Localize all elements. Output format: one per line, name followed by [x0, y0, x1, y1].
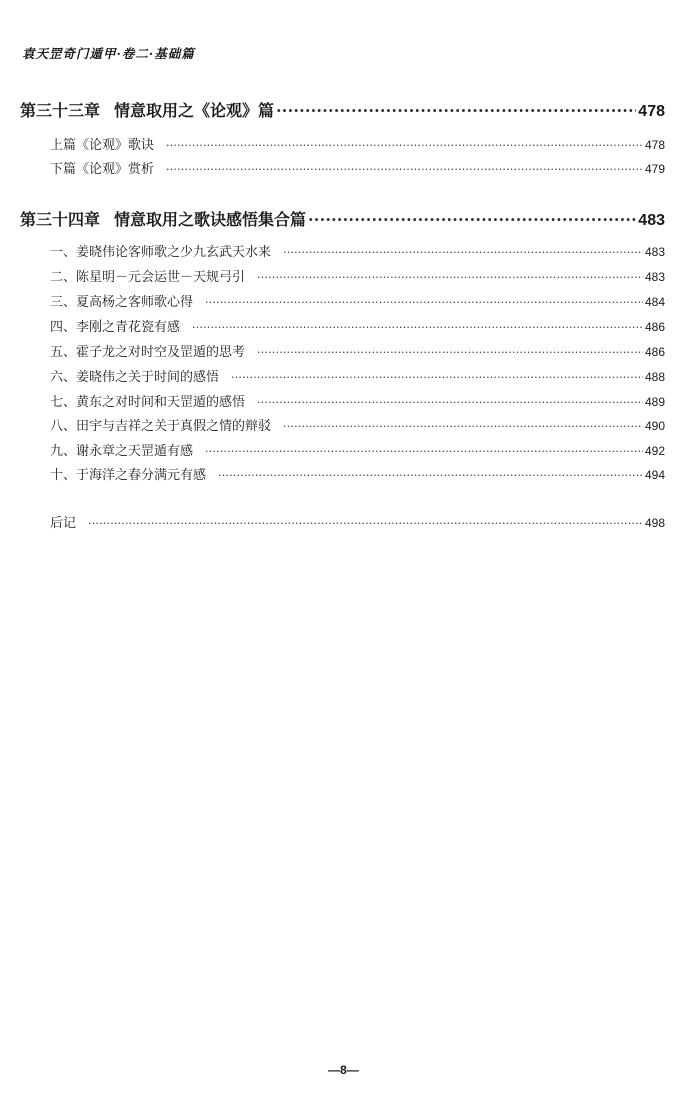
- toc-entry[interactable]: [50, 266, 665, 285]
- entry-page-number: 492: [644, 444, 665, 458]
- entry-page-number: 483: [644, 245, 665, 259]
- dot-leader: [166, 163, 643, 176]
- toc-entry[interactable]: [50, 440, 665, 459]
- entry-label: 六、姜晓伟之关于时间的感悟: [50, 370, 220, 385]
- entry-page-number: 489: [644, 395, 665, 409]
- dot-leader: [166, 139, 643, 152]
- entry-label: 后记: [50, 516, 77, 531]
- entry-page-number: 488: [644, 370, 665, 384]
- toc-entry[interactable]: [50, 464, 665, 483]
- entry-page-number: 478: [644, 138, 665, 152]
- entry-label: 一、姜晓伟论客师歌之少九玄武天水来: [50, 245, 272, 260]
- entry-page-number: 490: [644, 419, 665, 433]
- chapter-heading: [20, 98, 274, 121]
- toc-entry[interactable]: [50, 316, 665, 335]
- toc-entry[interactable]: [50, 415, 665, 434]
- entry-label: 五、霍子龙之对时空及罡遁的思考: [50, 345, 246, 360]
- entry-page-number: 484: [644, 295, 665, 309]
- dot-leader: [88, 517, 643, 530]
- dot-leader: [257, 396, 643, 409]
- chapter-title: 情意取用之《论观》篇: [114, 101, 275, 120]
- dot-leader: [218, 469, 643, 482]
- entry-page-number: 486: [644, 320, 665, 334]
- dot-leader: [308, 210, 636, 229]
- entry-label: 八、田宇与吉祥之关于真假之情的辩驳: [50, 419, 272, 434]
- chapter-number: 第三十四章: [20, 210, 101, 229]
- dot-leader: [283, 420, 643, 433]
- toc-entry[interactable]: [50, 158, 665, 177]
- toc-entry[interactable]: [50, 241, 665, 260]
- entry-label: 十、于海洋之春分满元有感: [50, 468, 207, 483]
- toc-entry[interactable]: [50, 134, 665, 153]
- dot-leader: [205, 445, 643, 458]
- page-number-footer: —8—: [328, 1063, 359, 1077]
- toc-entry[interactable]: [50, 366, 665, 385]
- entry-label: 三、夏高杨之客师歌心得: [50, 295, 194, 310]
- toc-entry[interactable]: [50, 391, 665, 410]
- entry-label: 二、陈星明－元会运世－天规弓引: [50, 270, 246, 285]
- dot-leader: [257, 346, 643, 359]
- entry-page-number: 486: [644, 345, 665, 359]
- toc-entry[interactable]: [50, 291, 665, 310]
- entry-page-number: 483: [644, 270, 665, 284]
- dot-leader: [192, 321, 643, 334]
- dot-leader: [276, 101, 636, 120]
- running-header: 袁天罡奇门遁甲·卷二·基础篇: [22, 46, 195, 61]
- dot-leader: [205, 296, 643, 309]
- entry-page-number: 494: [644, 468, 665, 482]
- dot-leader: [283, 246, 643, 259]
- toc-chapter-34[interactable]: [20, 207, 665, 230]
- entry-page-number: 498: [644, 516, 665, 530]
- toc-afterword[interactable]: [50, 512, 665, 531]
- chapter-page-number: 483: [638, 212, 665, 229]
- entry-label: 下篇《论观》赏析: [50, 162, 155, 177]
- toc-chapter-33[interactable]: [20, 98, 665, 121]
- entry-page-number: 479: [644, 162, 665, 176]
- dot-leader: [257, 271, 643, 284]
- entry-label: 上篇《论观》歌诀: [50, 138, 155, 153]
- chapter-title: 情意取用之歌诀感悟集合篇: [114, 210, 307, 229]
- chapter-heading: [20, 207, 306, 230]
- entry-label: 九、谢永章之天罡遁有感: [50, 444, 194, 459]
- toc-entry[interactable]: [50, 341, 665, 360]
- chapter-page-number: 478: [638, 103, 665, 120]
- chapter-number: 第三十三章: [20, 101, 101, 120]
- dot-leader: [231, 371, 643, 384]
- entry-label: 七、黄东之对时间和天罡遁的感悟: [50, 395, 246, 410]
- entry-label: 四、李刚之青花瓷有感: [50, 320, 181, 335]
